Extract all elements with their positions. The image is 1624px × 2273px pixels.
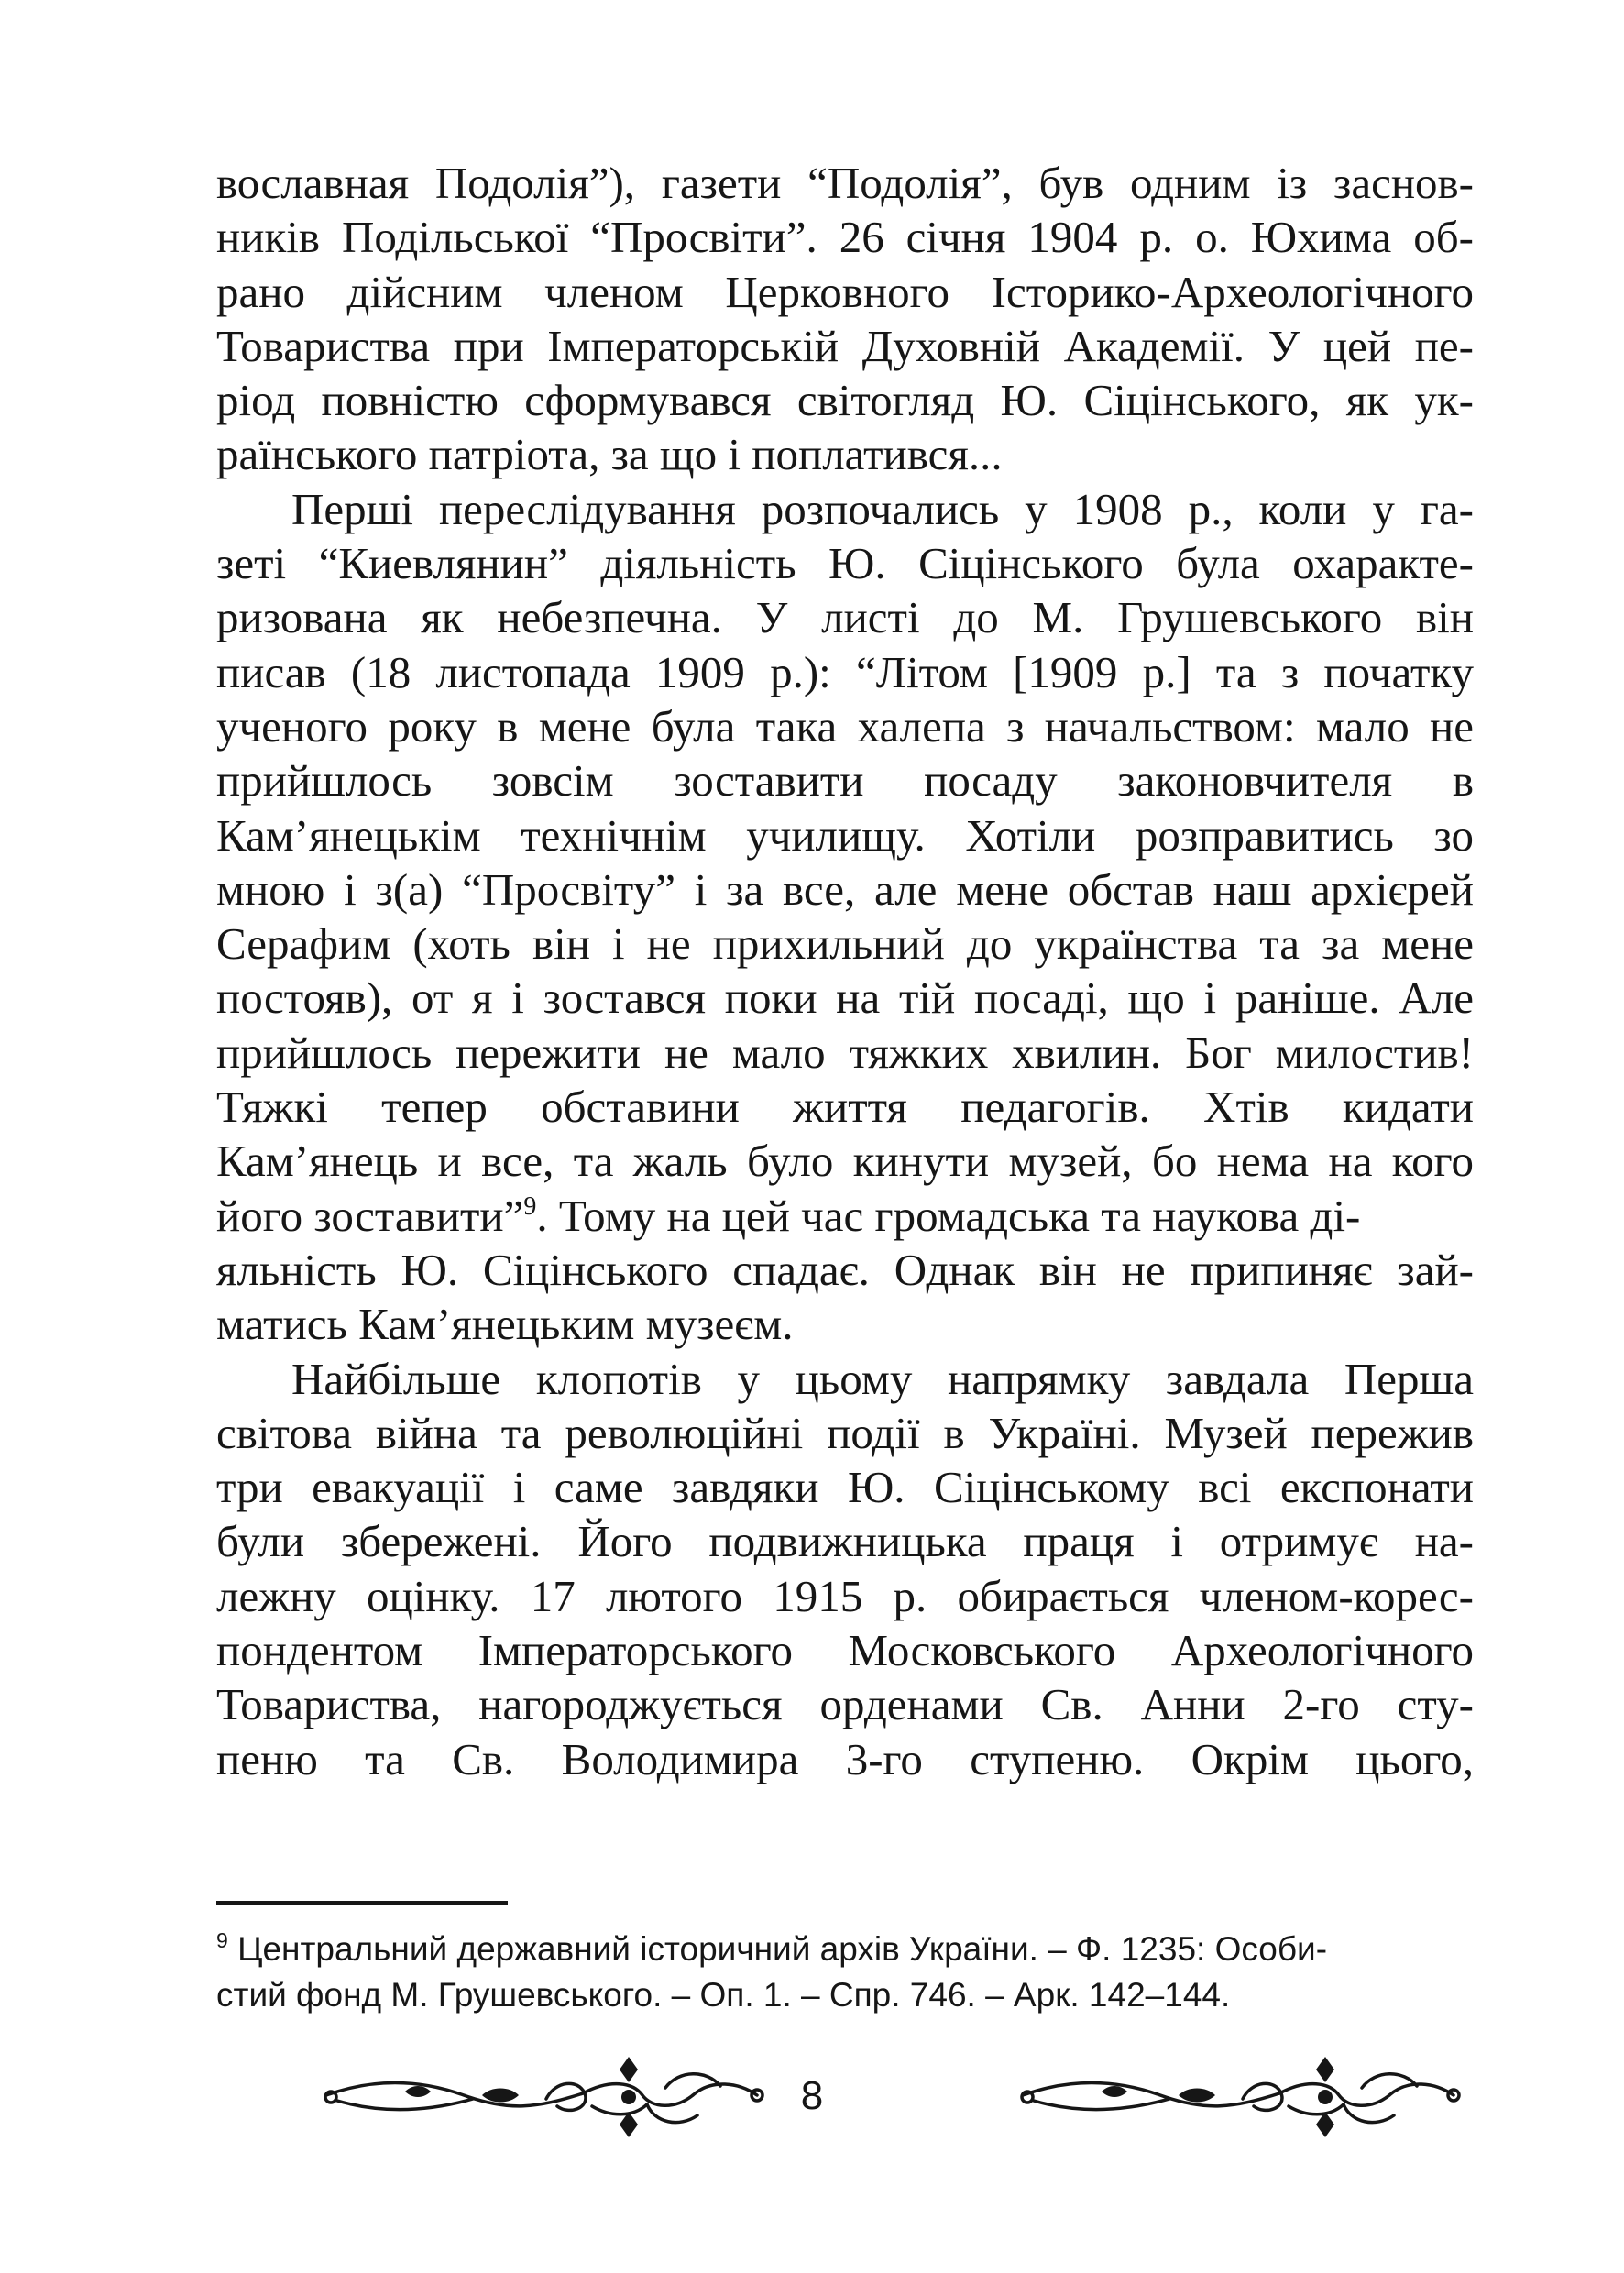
footnote-number: 9 bbox=[216, 1928, 228, 1952]
text-line: вославная Подолія”), газети “Подолія”, був одним із заснов- bbox=[216, 158, 1474, 208]
text-line: лежну оцінку. 17 лютого 1915 р. обирається членом-корес- bbox=[216, 1570, 1474, 1621]
text-line: Кам’янецькім технічнім училищу. Хотіли розправитись зо bbox=[216, 809, 1474, 861]
text-line: Найбільше клопотів у цьому напрямку завдала Перша bbox=[291, 1353, 1474, 1404]
text-line: ріод повністю сформувався світогляд Ю. Сіцінського, як ук- bbox=[216, 375, 1474, 426]
footnote bbox=[216, 1927, 1474, 2018]
flourish-ornament-icon bbox=[317, 2051, 775, 2143]
text-line: мною і з(а) “Просвіту” і за все, але мене обстав наш архієрей bbox=[216, 863, 1474, 915]
text-line-with-footnote bbox=[216, 1189, 1474, 1243]
text-line: пеню та Св. Володимира 3-го ступеню. Окрім цього, bbox=[216, 1733, 1474, 1784]
text-line: були збережені. Його подвижницька праця і отримує на- bbox=[216, 1516, 1474, 1567]
text-line: пондентом Імператорського Московського Археологічного bbox=[216, 1625, 1474, 1676]
text-line: прийшлось пережити не мало тяжких хвилин. Бог милостив! bbox=[216, 1027, 1474, 1078]
text-line: зеті “Киевлянин” діяльність Ю. Сіцінського була охаракте- bbox=[216, 538, 1474, 589]
footnote-line: стий фонд М. Грушевського. – Оп. 1. – Спр. 746. – Арк. 142–144. bbox=[216, 1976, 1231, 2014]
page-number: 8 bbox=[800, 2073, 824, 2118]
text-line: три евакуації і саме завдяки Ю. Сіцінському всі експонати bbox=[216, 1462, 1474, 1513]
footnote-divider bbox=[216, 1901, 508, 1905]
text-line: писав (18 листопада 1909 р.): “Літом [1909 р.] та з початку bbox=[216, 646, 1474, 697]
text-line: ризована як небезпечна. У листі до М. Грушевського він bbox=[216, 592, 1474, 643]
footnote-reference[interactable]: 9 bbox=[523, 1191, 537, 1221]
text-line: світова війна та революційні події в Україні. Музей пережив bbox=[216, 1407, 1474, 1458]
text-segment: його зоставити” bbox=[216, 1190, 524, 1241]
text-line: постояв), от я і зостався поки на тій посаді, що і раніше. Але bbox=[216, 972, 1474, 1024]
text-line: прийшлось зовсім зоставити посаду законовчителя в bbox=[216, 755, 1474, 807]
text-line: Перші переслідування розпочались у 1908 р., коли у га- bbox=[291, 483, 1474, 534]
text-line: ученого року в мене була така халепа з начальством: мало не bbox=[216, 700, 1474, 752]
text-segment: . Тому на цей час громадська та наукова ді- bbox=[536, 1190, 1361, 1241]
text-line: раїнського патріота, за що і поплатився... bbox=[216, 429, 1003, 480]
flourish-ornament-icon bbox=[1014, 2051, 1472, 2143]
main-text bbox=[216, 156, 1474, 1786]
text-line: Серафим (хоть він і не прихильний до українства та за мене bbox=[216, 918, 1474, 970]
text-line: матись Кам’янецьким музеєм. bbox=[216, 1299, 794, 1350]
footnote-text: Центральний державний історичний архів України. – Ф. 1235: Особи- bbox=[227, 1930, 1328, 1968]
text-line: Товариства при Імператорській Духовній Академії. У цей пе- bbox=[216, 320, 1474, 371]
text-line: Кам’янець и все, та жаль було кинути музей, бо нема на кого bbox=[216, 1136, 1474, 1187]
text-line: рано дійсним членом Церковного Історико-Археологічного bbox=[216, 266, 1474, 317]
footnote-line bbox=[216, 1927, 1474, 1972]
text-line: ників Подільської “Просвіти”. 26 січня 1904 р. о. Юхима об- bbox=[216, 212, 1474, 263]
text-line: Товариства, нагороджується орденами Св. Анни 2-го сту- bbox=[216, 1679, 1474, 1730]
page-footer bbox=[0, 2051, 1624, 2143]
text-line: Тяжкі тепер обставини життя педагогів. Хтів кидати bbox=[216, 1082, 1474, 1133]
text-line: яльність Ю. Сіцінського спадає. Однак він не припиняє зай- bbox=[216, 1244, 1474, 1295]
